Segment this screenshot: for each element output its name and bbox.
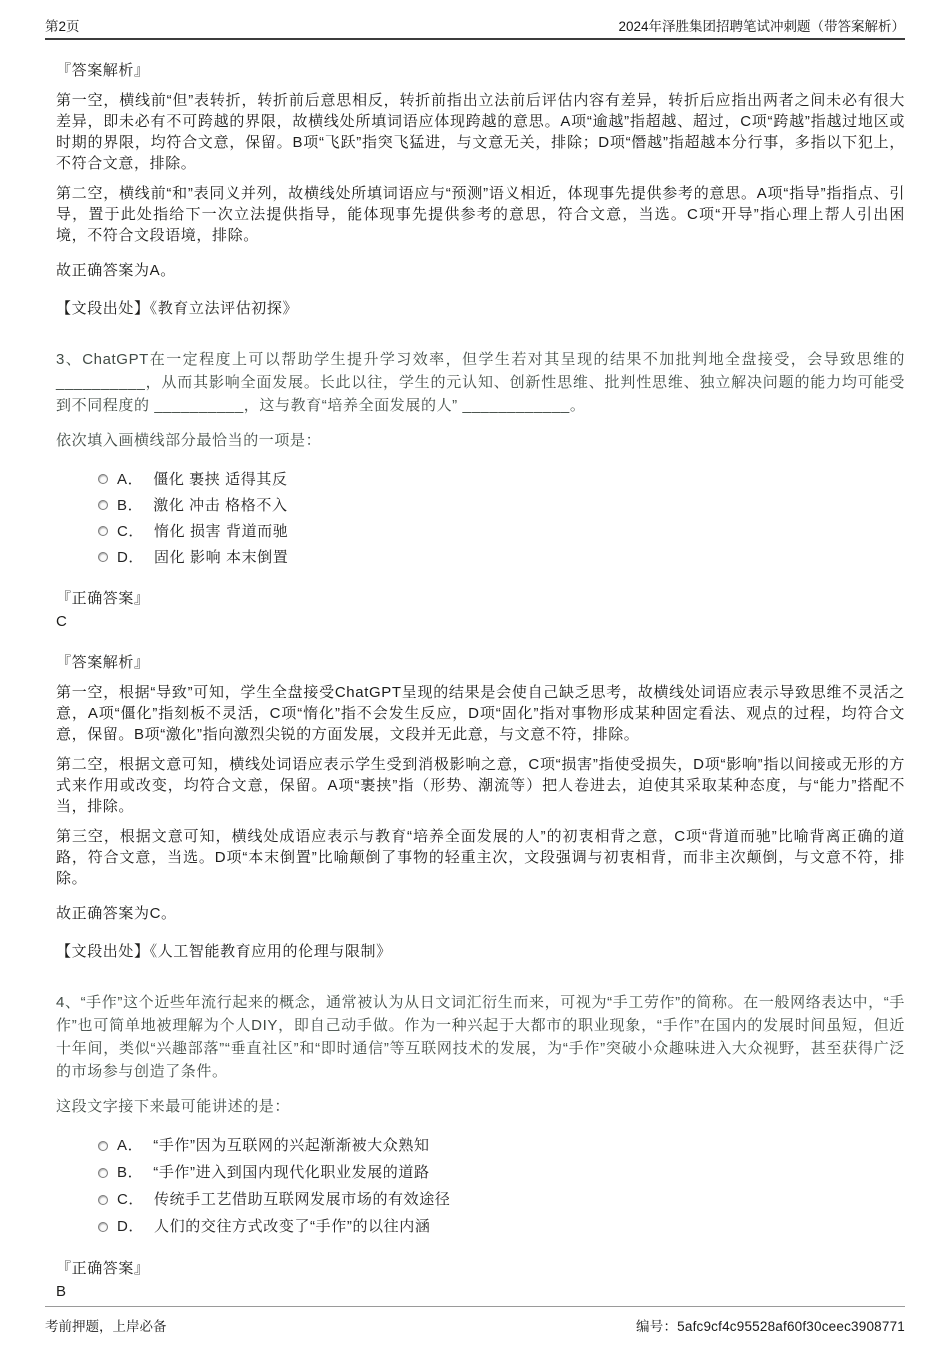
option-text: “手作”因为互联网的兴起渐渐被大众熟知 — [153, 1137, 430, 1154]
analysis-paragraph-1: 第一空，根据“导致”可知，学生全盘接受ChatGPT呈现的结果是会使自己缺乏思考，故横线处词语应表示导致思维不灵活之意，A项“僵化”指刻板不灵活，C项“惰化”指不会发生反应，D项“固化”指对事物形成某种固定看法、观点的过程，均符合文意，保留。B项“激化”指向激烈尖锐的方面发展，文段并无此意，与文意不符，排除。 — [56, 684, 905, 743]
question-4-option-b[interactable] — [98, 1159, 905, 1186]
answer-conclusion: 故正确答案为A。 — [56, 262, 176, 279]
option-letter: A． — [117, 470, 144, 488]
analysis-paragraph-1: 第一空，横线前“但”表转折，转折前后意思相反，转折前指出立法前后评估内容有差异，转折后应指出两者之间未必有很大差异，即未必有不可跨越的界限，故横线处所填词语应体现跨越的意思。A项“逾越”指超越、超过，C项“跨越”指越过地区或时期的界限，均符合文意，保留。B项“飞跃”指突飞猛进，与文意无关，排除；D项“僭越”指超越本分行事，多指以下犯上，不符合文意，排除。 — [56, 92, 905, 172]
radio-button-icon[interactable] — [98, 1222, 108, 1232]
option-letter: B． — [117, 496, 144, 514]
analysis-label: 『答案解析』 — [56, 62, 150, 79]
question-3-option-c[interactable] — [98, 518, 905, 544]
analysis-paragraph-2: 第二空，根据文意可知，横线处词语应表示学生受到消极影响之意，C项“损害”指使受损失，D项“影响”指以间接或无形的方式来作用或改变，均符合文意，保留。A项“裹挟”指（形势、潮流等）把人卷进去，迫使其采取某种态度，与“能力”搭配不当，排除。 — [56, 756, 905, 815]
analysis-paragraph-2: 第二空，横线前“和”表同义并列，故横线处所填词语应与“预测”语义相近，体现事先提供参考的意思。A项“指导”指指点、引导，置于此处指给下一次立法提供指导，能体现事先提供参考的意思，符合文意，当选。C项“开导”指心理上帮人引出困境，不符合文段语境，排除。 — [56, 185, 905, 244]
page-footer — [45, 1306, 905, 1335]
document-title: 2024年泽胜集团招聘笔试冲刺题（带答案解析） — [618, 19, 905, 34]
question-4-stem: 4、“手作”这个近些年流行起来的概念，通常被认为从日文词汇衍生而来，可视为“手工劳作”的简称。在一般网络表达中，“手作”也可简单地被理解为个人DIY，即自己动手做。作为一种兴起于大都市的职业现象，“手作”在国内的发展时间虽短，但近十年间，类似“兴趣部落”“垂直社区”和“即时通信”等互联网技术的发展，为“手作”突破小众趣味进入大众视野，甚至获得广泛的市场参与创造了条件。 — [56, 994, 905, 1080]
option-text: 人们的交往方式改变了“手作”的以往内涵 — [154, 1218, 431, 1235]
option-text: 惰化 损害 背道而驰 — [154, 522, 289, 540]
option-text: “手作”进入到国内现代化职业发展的道路 — [153, 1164, 430, 1181]
question-3-option-d[interactable] — [98, 544, 905, 570]
page-number: 第2页 — [45, 19, 80, 34]
correct-answer-value: B — [56, 1283, 67, 1300]
analysis-paragraph-3: 第三空，根据文意可知，横线处成语应表示与教育“培养全面发展的人”的初衷相背之意，C项“背道而驰”比喻背离正确的道路，符合文意，当选。D项“本末倒置”比喻颠倒了事物的轻重主次，文段强调与初衷相背，而非主次颠倒，与文意不符，排除。 — [56, 828, 905, 887]
correct-answer-value: C — [56, 613, 68, 630]
question-3-prompt: 依次填入画横线部分最恰当的一项是： — [56, 432, 322, 449]
footer-slogan: 考前押题，上岸必备 — [45, 1319, 167, 1334]
radio-button-icon[interactable] — [98, 1141, 108, 1151]
page-content — [56, 60, 905, 1302]
question-3-option-a[interactable] — [98, 466, 905, 492]
question-3-stem: 3、ChatGPT在一定程度上可以帮助学生提升学习效率，但学生若对其呈现的结果不加批判地全盘接受，会导致思维的 __________，从而其影响全面发展。长此以往，学生的元认知、创新性思维、批判性思维、独立解决问题的能力均可能受到不同程度的 __________，这与教育“培养全面发展的人” ____________。 — [56, 351, 905, 414]
option-text: 传统手工艺借助互联网发展市场的有效途径 — [154, 1191, 451, 1208]
option-letter: A． — [117, 1137, 144, 1154]
question-4-option-c[interactable] — [98, 1186, 905, 1213]
option-letter: C． — [117, 522, 145, 540]
option-letter: D． — [117, 1218, 145, 1235]
question-4-options — [98, 1132, 905, 1240]
question-4-prompt: 这段文字接下来最可能讲述的是： — [56, 1098, 291, 1115]
document-serial-label: 编号： — [636, 1319, 678, 1334]
radio-button-icon[interactable] — [98, 1168, 108, 1178]
option-text: 固化 影响 本末倒置 — [154, 548, 289, 566]
radio-button-icon[interactable] — [98, 1195, 108, 1205]
question-3-options — [98, 466, 905, 570]
option-letter: C． — [117, 1191, 145, 1208]
passage-source: 【文段出处】《教育立法评估初探》 — [56, 300, 299, 317]
radio-button-icon[interactable] — [98, 552, 108, 562]
document-serial-value: 5afc9cf4c95528af60f30ceec3908771 — [677, 1319, 905, 1334]
passage-source: 【文段出处】《人工智能教育应用的伦理与限制》 — [56, 943, 392, 960]
radio-button-icon[interactable] — [98, 500, 108, 510]
document-serial — [636, 1315, 905, 1335]
analysis-label: 『答案解析』 — [56, 654, 150, 671]
answer-conclusion: 故正确答案为C。 — [56, 905, 177, 922]
question-4-option-d[interactable] — [98, 1213, 905, 1240]
option-text: 激化 冲击 格格不入 — [153, 496, 288, 514]
option-letter: D． — [117, 548, 145, 566]
correct-answer-label: 『正确答案』 — [56, 590, 150, 607]
radio-button-icon[interactable] — [98, 526, 108, 536]
radio-button-icon[interactable] — [98, 474, 108, 484]
question-4-option-a[interactable] — [98, 1132, 905, 1159]
correct-answer-label: 『正确答案』 — [56, 1260, 150, 1277]
option-letter: B． — [117, 1164, 144, 1181]
page-header — [45, 0, 905, 40]
question-3-option-b[interactable] — [98, 492, 905, 518]
option-text: 僵化 裹挟 适得其反 — [153, 470, 288, 488]
